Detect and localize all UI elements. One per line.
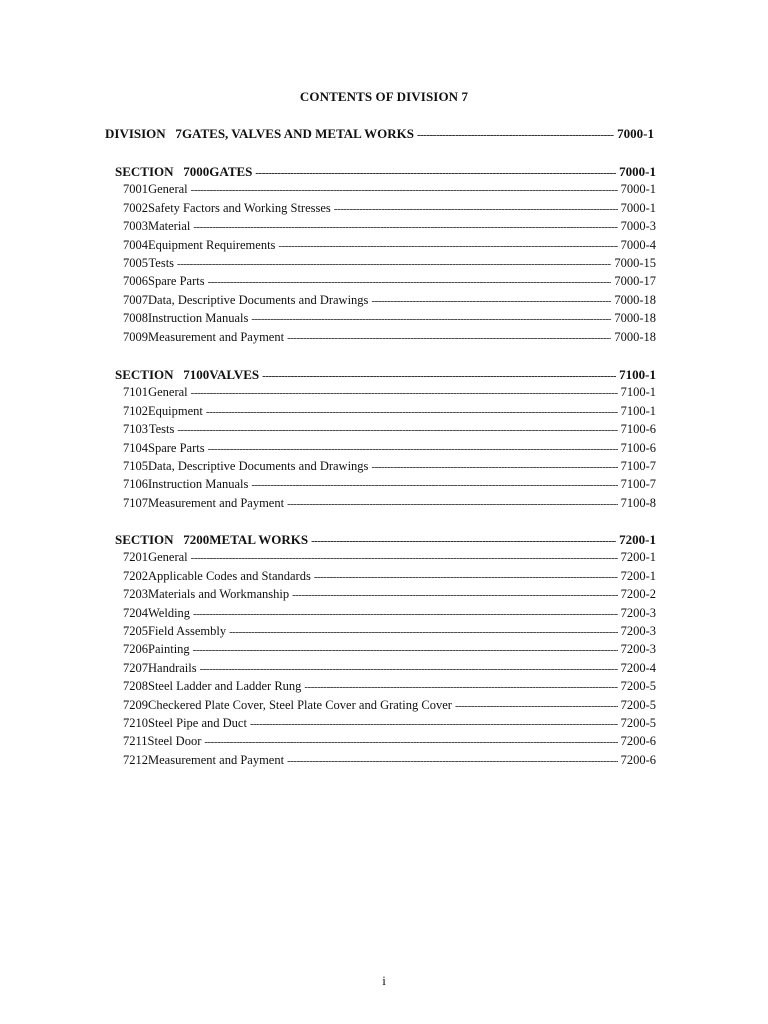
item-page: 7200-4 [620, 660, 656, 675]
dot-leader [191, 552, 618, 564]
item-label: Materials and Workmanship [148, 587, 290, 602]
toc-section-row [115, 532, 656, 548]
toc-item-row [123, 459, 656, 474]
dot-leader [287, 332, 611, 344]
toc-item-row [123, 422, 656, 437]
dot-leader [287, 755, 618, 767]
item-label: General [148, 385, 188, 400]
item-label: Tests [148, 422, 175, 437]
item-page: 7200-6 [620, 752, 656, 767]
dot-leader [262, 370, 616, 382]
section-label: VALVES [209, 367, 260, 382]
toc-item-row [123, 716, 656, 731]
item-number: 7210 [123, 716, 148, 730]
item-label: Steel Door [147, 734, 202, 749]
item-page: 7100-6 [620, 440, 656, 455]
dot-leader [292, 589, 617, 601]
dot-leader [417, 129, 614, 141]
item-page: 7100-1 [620, 403, 656, 418]
toc-item-row [123, 753, 656, 768]
dot-leader [251, 479, 617, 491]
toc-item-row [123, 734, 656, 749]
dot-leader [208, 443, 618, 455]
toc-item-row [123, 441, 656, 456]
item-label: Equipment Requirements [148, 237, 276, 252]
dot-leader [255, 167, 616, 179]
item-label: Measurement and Payment [148, 329, 285, 344]
item-page: 7200-3 [620, 624, 656, 638]
item-number: 7201 [123, 550, 148, 565]
item-number: 7205 [123, 624, 148, 638]
item-label: Data, Descriptive Documents and Drawings [148, 459, 369, 473]
item-label: Data, Descriptive Documents and Drawings [148, 292, 369, 307]
item-label: Welding [148, 605, 191, 620]
item-label: Steel Ladder and Ladder Rung [148, 679, 302, 694]
toc-item-row [123, 606, 656, 621]
dot-leader [177, 424, 617, 436]
item-label: Equipment [148, 403, 203, 418]
item-page: 7100-7 [620, 459, 656, 473]
item-label: Measurement and Payment [148, 752, 285, 767]
toc-item-row [123, 550, 656, 565]
section-page: 7100-1 [619, 367, 656, 382]
item-label: Checkered Plate Cover, Steel Plate Cover and Grating Cover [148, 697, 452, 712]
toc-item-row [123, 274, 656, 289]
item-number: 7005 [123, 256, 148, 270]
dot-leader [206, 406, 618, 418]
item-page: 7000-1 [620, 182, 656, 197]
item-label: Applicable Codes and Standards [148, 568, 311, 583]
item-page: 7000-1 [620, 200, 656, 215]
dot-leader [371, 461, 617, 473]
toc-item-row [123, 404, 656, 419]
item-page: 7200-1 [620, 550, 656, 565]
item-page: 7200-5 [620, 697, 656, 712]
item-number: 7001 [123, 182, 148, 197]
dot-leader [455, 700, 618, 712]
item-number: 7105 [123, 459, 148, 473]
item-number: 7206 [123, 642, 148, 657]
toc-item-row [123, 385, 656, 400]
dot-leader [193, 644, 618, 656]
item-number: 7008 [123, 311, 148, 326]
division-label: GATES, VALVES AND METAL WORKS [181, 126, 414, 141]
item-number: 7202 [123, 568, 148, 583]
item-page: 7100-7 [620, 477, 656, 492]
item-label: Instruction Manuals [148, 477, 249, 492]
toc-item-row [123, 661, 656, 676]
item-page: 7200-3 [620, 605, 656, 620]
section-number: SECTION 7100 [115, 367, 210, 382]
section-page: 7200-1 [619, 532, 656, 547]
item-number: 7002 [123, 200, 148, 215]
item-label: Tests [148, 256, 175, 270]
item-page: 7000-18 [614, 292, 656, 307]
item-number: 7103 [123, 422, 148, 437]
dot-leader [311, 535, 616, 547]
toc-item-row [123, 238, 656, 253]
dot-leader [193, 608, 618, 620]
division-page: 7000-1 [617, 126, 654, 141]
item-number: 7211 [123, 734, 148, 749]
toc-item-row [123, 698, 656, 713]
item-label: Safety Factors and Working Stresses [148, 200, 331, 215]
item-number: 7101 [123, 385, 148, 400]
item-label: Spare Parts [148, 440, 205, 455]
item-page: 7000-18 [614, 311, 656, 326]
toc-section-row [115, 367, 656, 383]
toc-item-row [123, 496, 656, 511]
item-number: 7208 [123, 679, 148, 694]
toc-item-row [123, 256, 656, 271]
dot-leader [287, 498, 618, 510]
dot-leader [193, 221, 617, 233]
section-number: SECTION 7200 [115, 532, 210, 547]
dot-leader [208, 276, 612, 288]
section-label: GATES [209, 164, 253, 179]
toc-item-row [123, 330, 656, 345]
dot-leader [278, 240, 617, 252]
item-number: 7003 [123, 219, 148, 234]
toc-item-row [123, 182, 656, 197]
item-number: 7204 [123, 605, 148, 620]
item-label: Material [148, 219, 191, 234]
dot-leader [314, 571, 618, 583]
dot-leader [204, 736, 617, 748]
item-number: 7104 [123, 440, 148, 455]
toc-item-row [123, 624, 656, 639]
division-number: DIVISION 7 [105, 126, 182, 141]
section-label: METAL WORKS [209, 532, 309, 547]
section-number: SECTION 7000 [115, 164, 210, 179]
item-number: 7106 [123, 477, 148, 492]
item-page: 7200-5 [620, 679, 656, 694]
item-number: 7212 [123, 752, 148, 767]
toc-item-row [123, 311, 656, 326]
item-page: 7200-6 [620, 734, 656, 749]
dot-leader [334, 203, 618, 215]
item-page: 7000-3 [620, 219, 656, 234]
item-number: 7007 [123, 292, 148, 307]
item-page: 7200-2 [620, 587, 656, 602]
item-page: 7000-18 [614, 329, 656, 344]
dot-leader [251, 313, 611, 325]
item-number: 7102 [123, 403, 148, 418]
item-label: General [148, 550, 188, 565]
item-page: 7200-1 [620, 568, 656, 583]
item-number: 7009 [123, 329, 148, 344]
item-label: Handrails [148, 660, 197, 675]
item-label: Instruction Manuals [148, 311, 249, 326]
toc-item-row [123, 477, 656, 492]
item-page: 7000-15 [614, 256, 656, 270]
dot-leader [229, 626, 617, 638]
item-number: 7006 [123, 274, 148, 289]
dot-leader [304, 681, 617, 693]
toc-item-row [123, 642, 656, 657]
toc-item-row [123, 569, 656, 584]
item-number: 7107 [123, 495, 148, 510]
toc-item-row [123, 219, 656, 234]
item-label: Measurement and Payment [148, 495, 285, 510]
item-label: Field Assembly [148, 624, 227, 638]
item-number: 7207 [123, 660, 148, 675]
toc-item-row [123, 587, 656, 602]
dot-leader [250, 718, 618, 730]
dot-leader [191, 387, 618, 399]
item-label: Spare Parts [148, 274, 205, 289]
dot-leader [371, 295, 611, 307]
item-page: 7100-8 [620, 495, 656, 510]
item-label: Painting [148, 642, 190, 657]
dot-leader [200, 663, 618, 675]
item-number: 7209 [123, 697, 148, 712]
toc-item-row [123, 201, 656, 216]
item-page: 7000-4 [620, 237, 656, 252]
item-page: 7100-1 [620, 385, 656, 400]
item-page: 7000-17 [614, 274, 656, 289]
dot-leader [191, 184, 618, 196]
page-title: CONTENTS OF DIVISION 7 [299, 89, 469, 104]
dot-leader [177, 258, 611, 270]
section-page: 7000-1 [619, 164, 656, 179]
item-page: 7200-5 [620, 716, 656, 730]
page-number: i [382, 973, 386, 988]
toc-item-row [123, 293, 656, 308]
item-number: 7004 [123, 237, 148, 252]
toc-item-row [123, 679, 656, 694]
item-label: General [148, 182, 188, 197]
toc-division-row [105, 126, 654, 142]
item-page: 7200-3 [620, 642, 656, 657]
item-label: Steel Pipe and Duct [148, 716, 247, 730]
toc-section-row [115, 164, 656, 180]
item-number: 7203 [123, 587, 148, 602]
item-page: 7100-6 [620, 422, 656, 437]
